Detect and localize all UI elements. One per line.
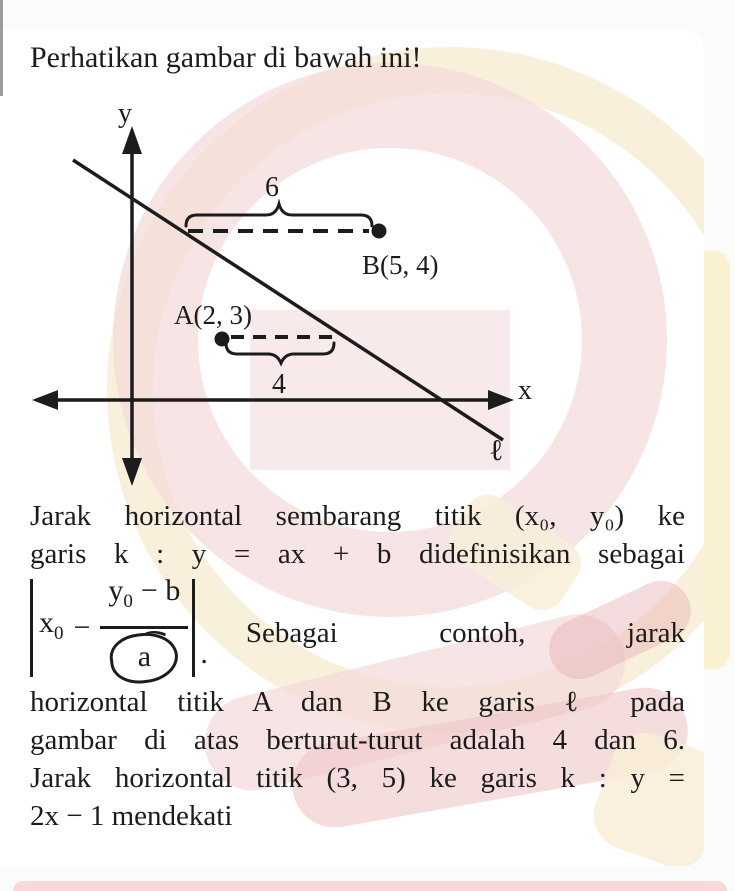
point-b-dot — [372, 224, 387, 239]
line-l-label: ℓ — [489, 434, 504, 467]
formula-tail-text: Sebagai contoh, jarak — [245, 617, 685, 649]
text-line-7: 2x − 1 mendekati — [30, 800, 233, 832]
distance-b-value: 6 — [265, 172, 279, 203]
coordinate-diagram — [0, 92, 560, 492]
y-axis-label: y — [118, 98, 132, 129]
point-b-label: B(5, 4) — [362, 250, 439, 280]
text-line-4: horizontal titik A dan B ke garis ℓ pada — [30, 686, 685, 718]
text-line-5: gambar di atas berturut-turut adalah 4 dan 6. — [30, 724, 685, 756]
x-axis-arrow-right — [488, 390, 514, 410]
minus-sign: − — [73, 611, 91, 644]
text-line-6: Jarak horizontal titik (3, 5) ke garis k : y = — [30, 762, 685, 794]
x-axis-label: x — [518, 375, 532, 406]
distance-a-value: 4 — [272, 369, 286, 400]
formula-period: . — [200, 637, 208, 670]
y-axis-arrow-down — [122, 458, 142, 486]
x-axis-arrow-left — [32, 390, 58, 410]
brace-bottom — [226, 343, 334, 363]
fraction — [100, 572, 188, 684]
hand-drawn-circle — [108, 629, 182, 687]
screen-edge-artifact — [0, 0, 3, 96]
next-card-top-strip — [13, 881, 727, 891]
y-axis-arrow-up — [122, 126, 142, 154]
fraction-denominator: a — [136, 629, 153, 684]
line-l — [73, 160, 503, 440]
abs-bar-left — [30, 579, 33, 677]
fraction-numerator: $y_0 - b$ — [100, 572, 188, 629]
text-line-2: garis k : y = ax + b didefinisikan sebagai — [30, 538, 685, 570]
question-title: Perhatikan gambar di bawah ini! — [30, 41, 422, 74]
brace-top — [186, 204, 372, 226]
point-a-label: A(2, 3) — [174, 300, 252, 330]
abs-bar-right — [192, 579, 195, 677]
question-text — [30, 497, 685, 835]
distance-formula — [30, 575, 685, 681]
text-line-1: Jarak horizontal sembarang titik (x₀, y₀) ke — [30, 500, 685, 532]
x0-term: $x_0$ — [39, 605, 64, 644]
